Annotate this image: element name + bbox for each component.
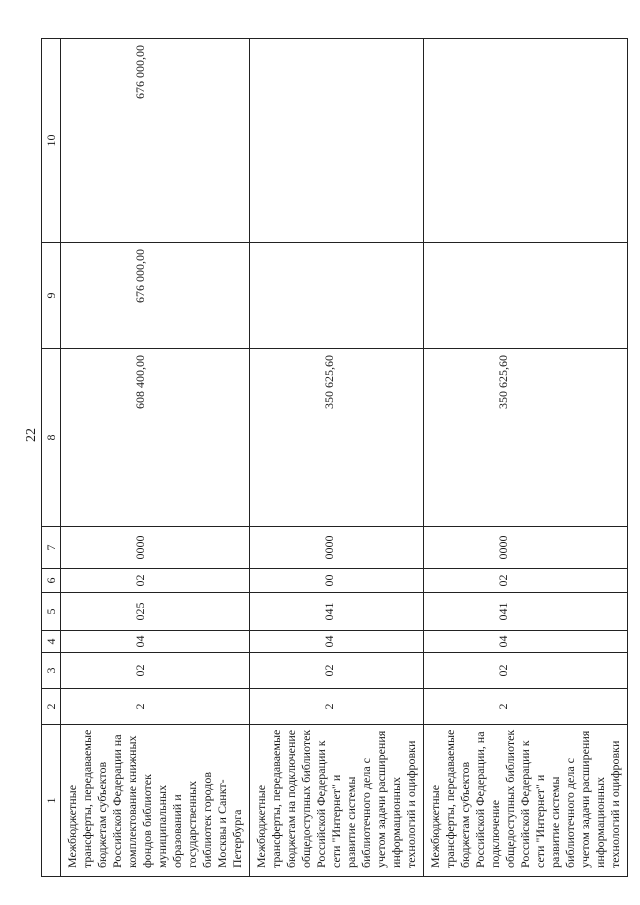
cell-col-10: 676 000,00: [61, 39, 250, 243]
cell-col-6: 02: [61, 569, 250, 593]
cell-col-3: 02: [424, 653, 628, 689]
cell-col-10: [424, 39, 628, 243]
cell-col-7: 0000: [250, 527, 424, 569]
cell-col-3: 02: [250, 653, 424, 689]
cell-col-2: 2: [424, 689, 628, 725]
cell-col-9: [424, 243, 628, 349]
cell-col-10: [250, 39, 424, 243]
cell-col-4: 04: [424, 631, 628, 653]
rotated-table-container: [41, 39, 622, 877]
column-header: 6: [42, 569, 61, 593]
cell-col-5: 025: [61, 593, 250, 631]
column-header: 7: [42, 527, 61, 569]
cell-col-2: 2: [61, 689, 250, 725]
row-description: Межбюджетные трансферты, передаваемые бюджетам субъектов Российской Федерации на комплектование книжных фондов библиотек муниципальных образований и государственных библиотек городов Москвы и Санкт-Петербурга: [61, 725, 250, 877]
cell-col-9: [250, 243, 424, 349]
cell-col-4: 04: [61, 631, 250, 653]
column-header: 8: [42, 349, 61, 527]
budget-table: [41, 38, 628, 877]
column-number-row: [42, 39, 61, 877]
column-header: 5: [42, 593, 61, 631]
cell-col-9: 676 000,00: [61, 243, 250, 349]
table-row: [250, 39, 424, 877]
cell-col-5: 041: [424, 593, 628, 631]
cell-col-2: 2: [250, 689, 424, 725]
cell-col-6: 02: [424, 569, 628, 593]
cell-col-8: 608 400,00: [61, 349, 250, 527]
cell-col-8: 350 625,60: [424, 349, 628, 527]
page-number: 22: [24, 428, 39, 442]
column-header: 9: [42, 243, 61, 349]
column-header: 2: [42, 689, 61, 725]
column-header: 3: [42, 653, 61, 689]
column-header: 4: [42, 631, 61, 653]
cell-col-5: 041: [250, 593, 424, 631]
cell-col-7: 0000: [424, 527, 628, 569]
cell-col-3: 02: [61, 653, 250, 689]
cell-col-7: 0000: [61, 527, 250, 569]
column-header: 10: [42, 39, 61, 243]
column-header: 1: [42, 725, 61, 877]
cell-col-8: 350 625,60: [250, 349, 424, 527]
row-description: Межбюджетные трансферты, передаваемые бюджетам на подключение общедоступных библиотек Российской Федерации к сети "Интернет" и развитие системы библиотечного дела с учетом задачи расширения информационных технологий и оцифровки: [250, 725, 424, 877]
row-description: Межбюджетные трансферты, передаваемые бюджетам субъектов Российской Федерации, на подключение общедоступных библиотек Российской Федерации к сети "Интернет" и развитие системы библиотечного дела с учетом задачи расширения информационных технологий и оцифровки: [424, 725, 628, 877]
table-row: [61, 39, 250, 877]
cell-col-4: 04: [250, 631, 424, 653]
cell-col-6: 00: [250, 569, 424, 593]
table-row: [424, 39, 628, 877]
